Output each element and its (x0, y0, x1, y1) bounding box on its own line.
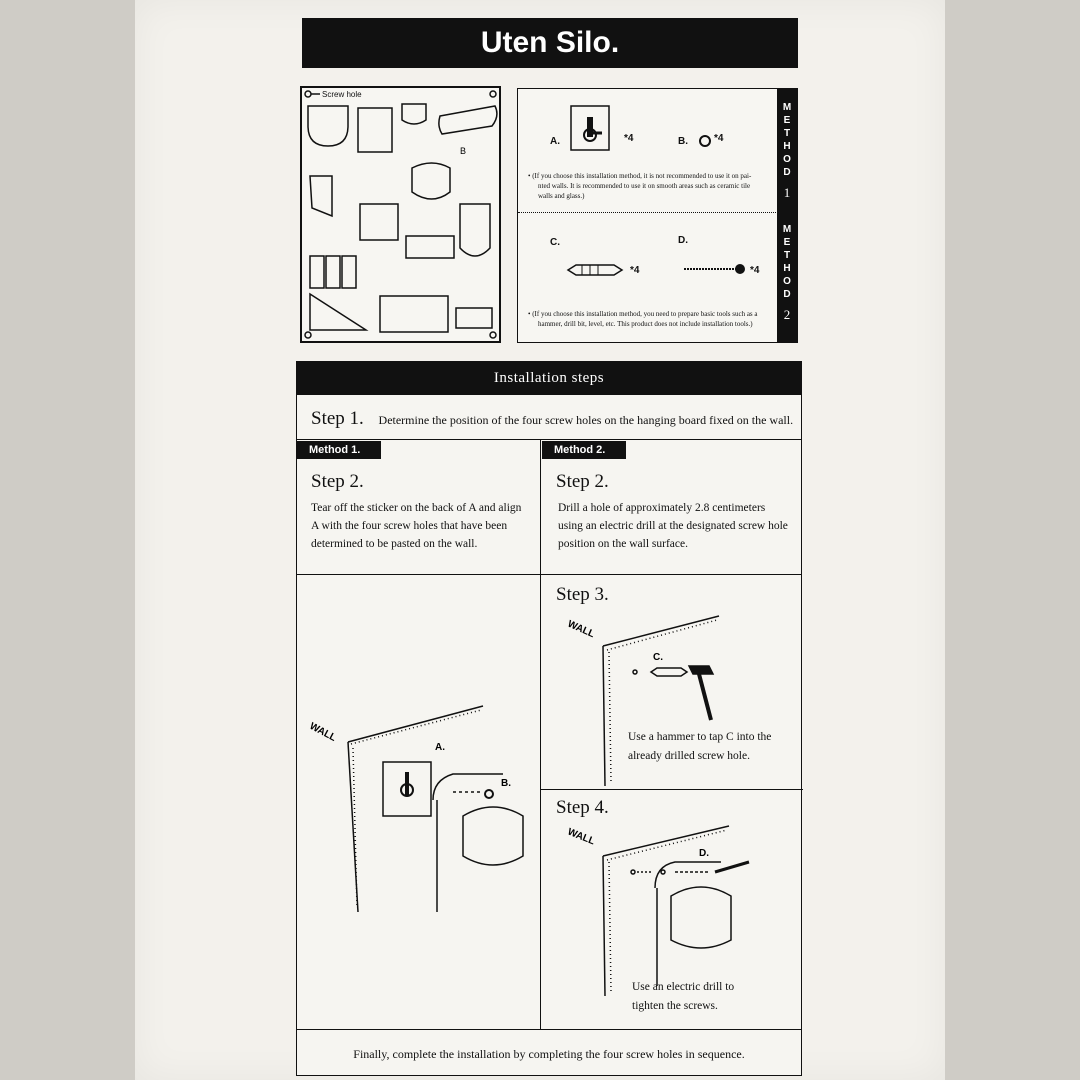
step1 (311, 408, 793, 430)
step3-c-callout: C. (653, 652, 663, 663)
step3-wall-label: WALL (565, 618, 597, 641)
step4-d-callout: D. (699, 848, 709, 859)
method2-side-label: M E T H O D (782, 224, 792, 300)
column-divider (540, 439, 541, 1029)
steps-header: Installation steps (297, 362, 801, 395)
method-side-bar (777, 89, 797, 342)
part-d-label: D. (678, 235, 688, 246)
divider (297, 574, 801, 575)
wall-label: WALL (307, 720, 338, 744)
method-divider (518, 212, 776, 213)
method1-side-num: 1 (783, 185, 791, 200)
method2-step2-title: Step 2. (556, 471, 609, 492)
step1-text: Determine the position of the four screw holes on the hanging board fixed on the wall. (378, 413, 794, 427)
method1-side-label: M E T H O D (782, 102, 792, 178)
final-instruction: Finally, complete the installation by completing the four screw holes in sequence. (353, 1047, 745, 1061)
step4-text: Use an electric drill to tighten the screws. (632, 981, 735, 1012)
step3-text: Use a hammer to tap C into the already drilled screw hole. (628, 731, 772, 762)
method2-step2-text: Drill a hole of approximately 2.8 centimeters using an electric drill at the designated screw hole position on the wall surface. (558, 502, 788, 550)
part-d-count: *4 (750, 265, 760, 276)
part-b-count: *4 (714, 133, 724, 144)
part-c-count: *4 (630, 265, 640, 276)
step3-title: Step 3. (556, 584, 609, 605)
method1-wall-illustration (303, 702, 533, 922)
part-a-callout: A. (435, 742, 445, 753)
part-b-label: B. (678, 136, 688, 147)
method1-step2-text: Tear off the sticker on the back of A and align A with the four screw holes that have been determined to be pasted on the wall. (311, 502, 522, 550)
screw-d-icon (684, 263, 746, 275)
part-a-label: A. (550, 136, 560, 147)
part-a-count: *4 (624, 133, 634, 144)
method2-note: • (If you choose this installation method, you need to prepare basic tools such as a hammer, drill bit, level, etc. This product does not include installation tools.) (528, 310, 758, 328)
hook-a-icon (570, 105, 610, 151)
method1-tag: Method 1. (297, 441, 381, 459)
divider (297, 1029, 801, 1030)
step4-title: Step 4. (556, 797, 609, 818)
screw-hole-icon (305, 91, 311, 97)
screw-hole-label: Screw hole (322, 90, 362, 99)
hanging-board-diagram (300, 86, 501, 343)
method2-side-num: 2 (783, 307, 791, 322)
title-banner (302, 18, 798, 68)
part-b-callout: B. (501, 778, 511, 789)
method1-step2-title: Step 2. (311, 471, 364, 492)
installation-steps-panel (296, 361, 802, 1076)
board-drawing (300, 86, 501, 343)
mounting-methods-panel (517, 88, 798, 343)
wall-anchor-c-icon (566, 263, 626, 277)
part-c-label: C. (550, 237, 560, 248)
washer-b-icon (698, 134, 712, 148)
product-title: Uten Silo. (480, 26, 620, 59)
method1-note: • (If you choose this installation method, it is not recommended to use it on pai- nted walls. It is recommended to use it on smooth areas such as ceramic tile walls and glass.) (528, 172, 752, 200)
step1-title: Step 1. (311, 408, 364, 429)
divider (297, 439, 801, 440)
divider (540, 789, 803, 790)
method2-tag: Method 2. (542, 441, 626, 459)
board-b-marker: B (460, 146, 467, 156)
step4-wall-label: WALL (565, 826, 597, 848)
